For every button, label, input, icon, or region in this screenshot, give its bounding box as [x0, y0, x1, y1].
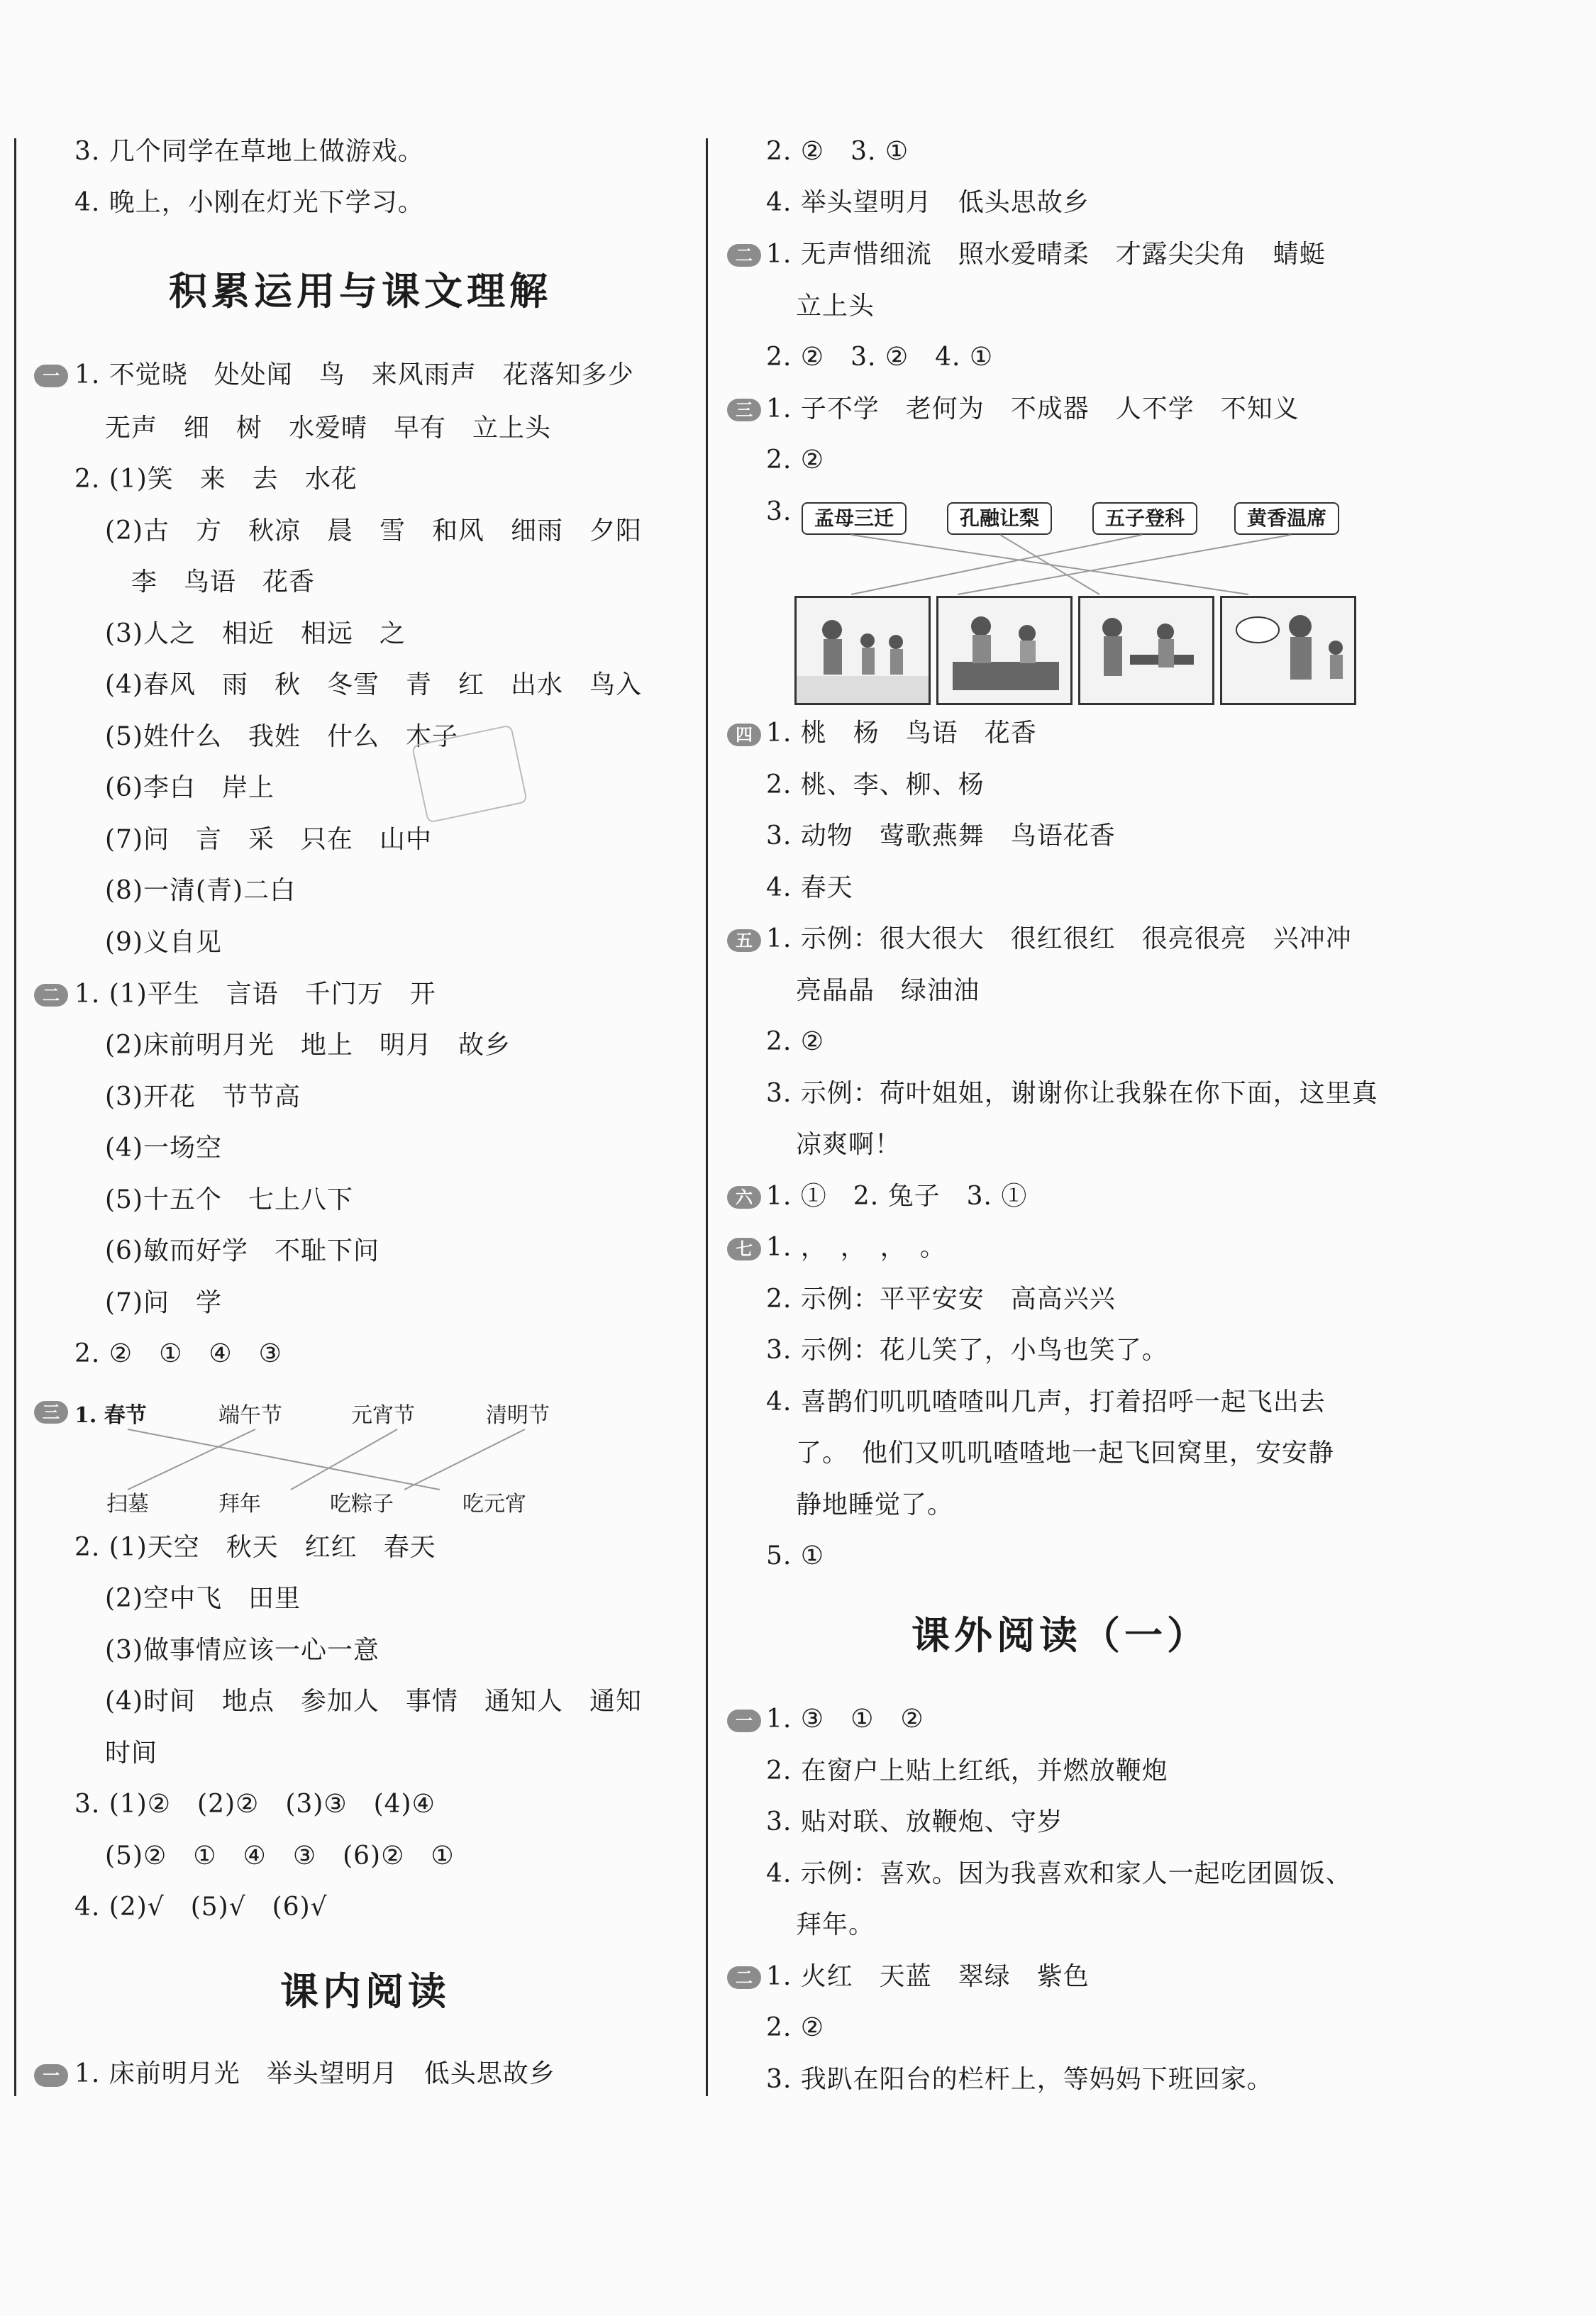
text-line: 2. 桃、李、柳、杨	[766, 770, 985, 799]
story-illustration	[1220, 596, 1356, 705]
text-line: 凉爽啊！	[796, 1130, 902, 1159]
text-line: 立上头	[796, 292, 875, 321]
story-illustration	[936, 596, 1073, 705]
text-line: 1. 子不学 老何为 不成器 人不学 不知义	[766, 394, 1299, 423]
text-line: 2. 在窗户上贴上红纸，并燃放鞭炮	[766, 1756, 1168, 1785]
text-line: 2. ②	[766, 1027, 825, 1056]
text-line: 3. 贴对联、放鞭炮、守岁	[766, 1807, 1063, 1836]
section-badge: 三	[727, 399, 761, 421]
text-line: 3.	[766, 497, 792, 526]
text-line: (4)春风 雨 秋 冬雪 青 红 出水 鸟入	[105, 670, 642, 699]
section-badge: 六	[727, 1186, 761, 1209]
text-line: 1. 桃 杨 鸟语 花香	[766, 719, 1037, 748]
text-line: 1. (1)平生 言语 千门万 开	[74, 980, 436, 1009]
section-badge: 一	[34, 2064, 68, 2087]
custom-label: 拜年	[218, 1492, 261, 1517]
text-line: 亮晶晶 绿油油	[796, 976, 980, 1005]
text-line: (8)一清(青)二白	[105, 876, 297, 905]
section-heading: 课内阅读	[280, 1968, 450, 2014]
text-line: 3. 示例：荷叶姐姐，谢谢你让我躲在你下面，这里真	[766, 1079, 1378, 1108]
text-line: (2)空中飞 田里	[105, 1584, 301, 1613]
text-line: 1. ③ ① ②	[766, 1705, 924, 1734]
text-line: 1. 床前明月光 举头望明月 低头思故乡	[74, 2059, 555, 2088]
text-line: 李 鸟语 花香	[131, 567, 316, 597]
text-line: 1. ① 2. 兔子 3. ①	[766, 1182, 1028, 1211]
story-tag: 孟母三迁	[802, 502, 907, 535]
section-heading: 积累运用与课文理解	[169, 268, 552, 314]
section-heading: 课外阅读（一）	[911, 1612, 1209, 1658]
story-illustration	[794, 596, 931, 705]
text-line: 2. ②	[766, 2013, 825, 2042]
festival-label: 元宵节	[351, 1403, 415, 1428]
text-line: 5. ①	[766, 1541, 825, 1570]
text-line: 4. 晚上，小刚在灯光下学习。	[74, 188, 424, 217]
text-line: (7)问 言 采 只在 山中	[105, 825, 432, 854]
text-line: 3. 几个同学在草地上做游戏。	[74, 137, 424, 166]
text-line: 2. ② 3. ② 4. ①	[766, 343, 994, 372]
text-line: 时间	[105, 1739, 158, 1768]
text-line: 4. 举头望明月 低头思故乡	[766, 188, 1090, 217]
text-line: (6)李白 岸上	[105, 773, 275, 802]
text-line: (3)做事情应该一心一意	[105, 1636, 379, 1665]
text-line: 1. 无声惜细流 照水爱晴柔 才露尖尖角 蜻蜓	[766, 240, 1326, 269]
text-line: 3. 示例：花儿笑了，小鸟也笑了。	[766, 1336, 1168, 1365]
story-tag: 孔融让梨	[947, 502, 1052, 535]
text-line: 2. (1)笑 来 去 水花	[74, 465, 358, 494]
text-line: 2. 示例：平平安安 高高兴兴	[766, 1285, 1116, 1314]
section-badge: 二	[727, 244, 761, 267]
text-line: 无声 细 树 水爱晴 早有 立上头	[105, 414, 552, 443]
text-line: (5)姓什么 我姓 什么 木子	[105, 722, 458, 751]
text-line: 1. 火红 天蓝 翠绿 紫色	[766, 1962, 1090, 1991]
section-badge: 一	[34, 365, 68, 387]
custom-label: 扫墓	[106, 1492, 149, 1517]
festival-label: 清明节	[486, 1403, 550, 1428]
text-line: 3. (1)② (2)② (3)③ (4)④	[74, 1790, 436, 1819]
text-line: 3. 动物 莺歌燕舞 鸟语花香	[766, 821, 1116, 851]
text-line: 3. 我趴在阳台的栏杆上，等妈妈下班回家。	[766, 2065, 1273, 2094]
text-line: (5)十五个 七上八下	[105, 1185, 353, 1214]
text-line: 2. ② ① ④ ③	[74, 1339, 282, 1368]
text-line: (5)② ① ④ ③ (6)② ①	[105, 1841, 455, 1871]
story-illustration	[1078, 596, 1214, 705]
story-tag: 五子登科	[1092, 502, 1197, 535]
text-line: 2. ② 3. ①	[766, 137, 909, 166]
text-line: 2. ②	[766, 445, 825, 475]
text-line: (4)一场空	[105, 1134, 222, 1163]
text-line: 1. 示例：很大很大 很红很红 很亮很亮 兴冲冲	[766, 924, 1352, 953]
text-line: 4. (2)√ (5)√ (6)√	[74, 1893, 328, 1922]
custom-label: 吃粽子	[330, 1492, 394, 1517]
text-line: 1. 不觉晓 处处闻 鸟 来风雨声 花落知多少	[74, 360, 634, 389]
text-line: 了。 他们又叽叽喳喳地一起飞回窝里，安安静	[796, 1439, 1335, 1468]
text-line: (6)敏而好学 不耻下问	[105, 1236, 379, 1265]
section-badge: 三	[34, 1401, 68, 1424]
section-badge: 一	[727, 1710, 761, 1732]
story-tag: 黄香温席	[1234, 502, 1339, 535]
text-line: 4. 春天	[766, 873, 853, 902]
left-margin-rule	[14, 138, 16, 2096]
section-badge: 二	[727, 1966, 761, 1989]
text-line: 1. ， ， ， 。	[766, 1233, 946, 1262]
text-line: 拜年。	[796, 1910, 875, 1939]
custom-label: 吃元宵	[462, 1492, 526, 1517]
text-line: 静地睡觉了。	[796, 1490, 954, 1519]
section-badge: 二	[34, 984, 68, 1007]
text-line: (3)开花 节节高	[105, 1082, 301, 1112]
festival-label: 1. 春节	[74, 1403, 147, 1428]
section-badge: 五	[727, 929, 761, 952]
matching-lines	[794, 533, 1362, 597]
text-line: (4)时间 地点 参加人 事情 通知人 通知	[105, 1687, 642, 1716]
text-line: (2)古 方 秋凉 晨 雪 和风 细雨 夕阳	[105, 516, 642, 545]
festival-label: 端午节	[218, 1403, 282, 1428]
column-divider	[706, 138, 708, 2096]
text-line: (9)义自见	[105, 928, 222, 957]
text-line: (2)床前明月光 地上 明月 故乡	[105, 1031, 511, 1060]
section-badge: 四	[727, 724, 761, 746]
text-line: (3)人之 相近 相远 之	[105, 619, 406, 648]
text-line: (7)问 学	[105, 1288, 222, 1317]
section-badge: 七	[727, 1238, 761, 1260]
text-line: 4. 示例：喜欢。因为我喜欢和家人一起吃团圆饭、	[766, 1859, 1352, 1888]
text-line: 2. (1)天空 秋天 红红 春天	[74, 1533, 436, 1562]
text-line: 4. 喜鹊们叽叽喳喳叫几声，打着招呼一起飞出去	[766, 1387, 1326, 1417]
